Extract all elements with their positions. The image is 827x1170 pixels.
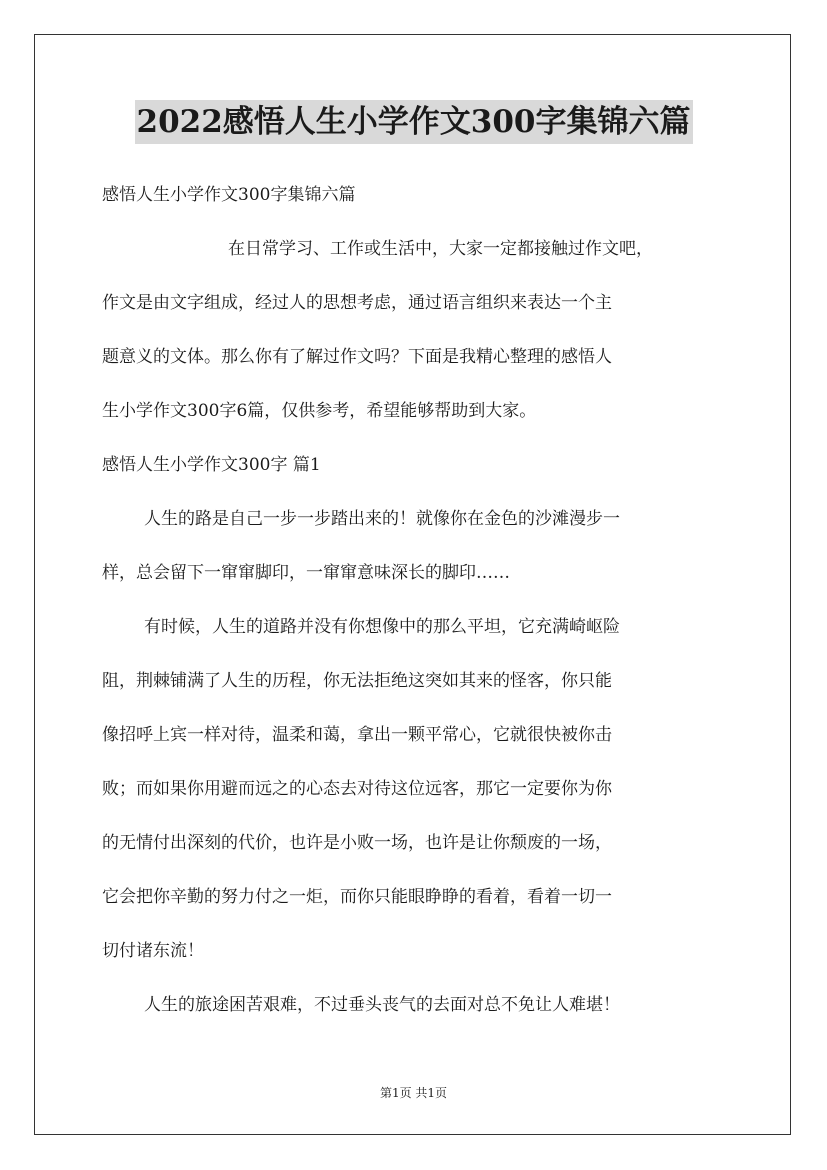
paragraph-line: 题意义的文体。那么你有了解过作文吗？下面是我精心整理的感悟人 <box>102 347 612 367</box>
subtitle-line: 感悟人生小学作文300字集锦六篇 <box>102 185 356 205</box>
paragraph-line: 在日常学习、工作或生活中，大家一定都接触过作文吧， <box>228 239 653 259</box>
paragraph-line: 的无情付出深刻的代价，也许是小败一场，也许是让你颓废的一场， <box>102 833 612 853</box>
paragraph-line: 切付诸东流！ <box>102 941 204 961</box>
paragraph-line: 生小学作文300字6篇，仅供参考，希望能够帮助到大家。 <box>102 401 537 421</box>
paragraph-line: 作文是由文字组成，经过人的思想考虑，通过语言组织来表达一个主 <box>102 293 612 313</box>
section-heading: 感悟人生小学作文300字 篇1 <box>102 455 321 475</box>
page-number-footer: 第1页 共1页 <box>379 1086 448 1100</box>
paragraph-line: 有时候，人生的道路并没有你想像中的那么平坦，它充满崎岖险 <box>144 617 620 637</box>
paragraph-line: 像招呼上宾一样对待，温柔和蔼，拿出一颗平常心，它就很快被你击 <box>102 725 612 745</box>
title-container <box>0 100 827 144</box>
paragraph-line: 样，总会留下一窜窜脚印，一窜窜意味深长的脚印…… <box>102 563 510 583</box>
paragraph-line: 阻，荆棘铺满了人生的历程，你无法拒绝这突如其来的怪客，你只能 <box>102 671 612 691</box>
paragraph-line: 人生的旅途困苦艰难，不过垂头丧气的去面对总不免让人难堪！ <box>144 995 620 1015</box>
paragraph-line: 人生的路是自己一步一步踏出来的！就像你在金色的沙滩漫步一 <box>144 509 620 529</box>
page-title: 2022感悟人生小学作文300字集锦六篇 <box>135 100 693 144</box>
paragraph-line: 败；而如果你用避而远之的心态去对待这位远客，那它一定要你为你 <box>102 779 612 799</box>
paragraph-line: 它会把你辛勤的努力付之一炬，而你只能眼睁睁的看着，看着一切一 <box>102 887 612 907</box>
